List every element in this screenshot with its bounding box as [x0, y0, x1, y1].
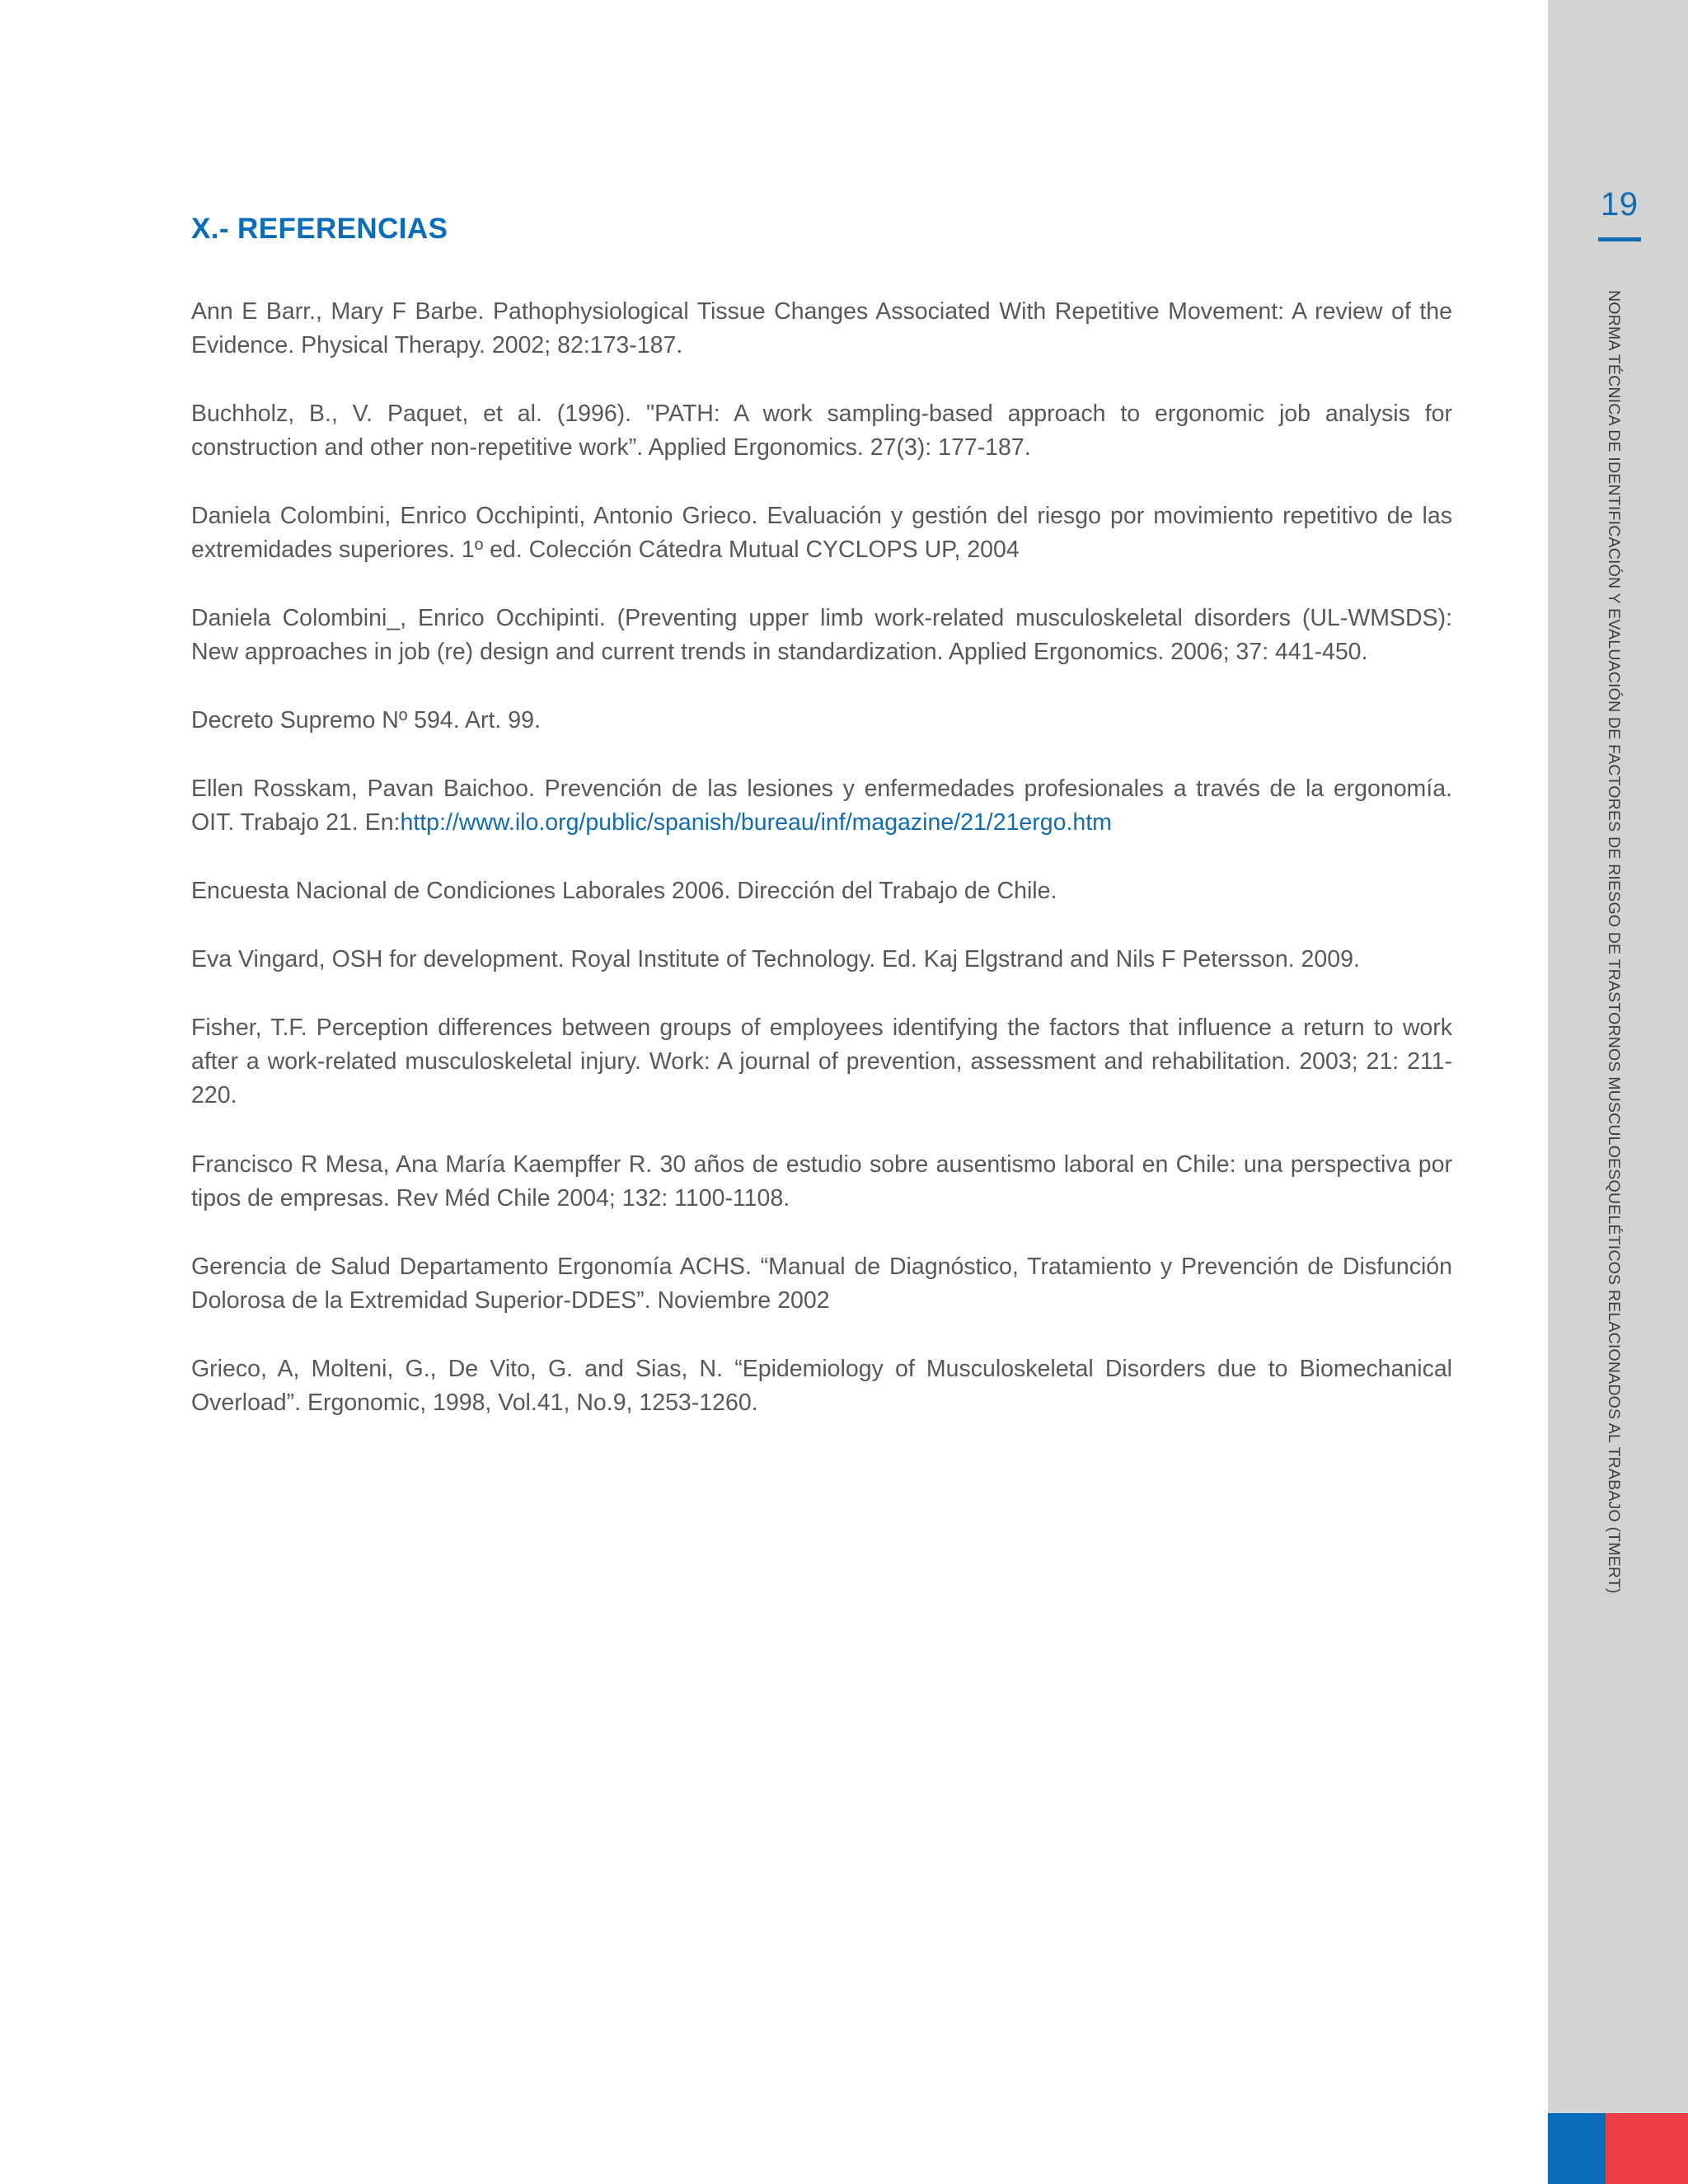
vertical-running-head: NORMA TÉCNICA DE IDENTIFICACIÓN Y EVALUACIÓN DE FACTORES DE RIESGO DE TRASTORNOS MUSCULOESQUELÉTICOS RELACIONADOS AL TRABAJO (TMERT) [1605, 290, 1623, 1594]
page-number-underline [1598, 237, 1641, 241]
page-number: 19 [1601, 186, 1639, 223]
reference-item: Gerencia de Salud Departamento Ergonomía ACHS. “Manual de Diagnóstico, Tratamiento y Prevención de Disfunción Dolorosa de la Extremidad Superior-DDES”. Noviembre 2002 [191, 1253, 1452, 1314]
page-title: X.- REFERENCIAS [191, 213, 448, 245]
reference-item: Decreto Supremo Nº 594. Art. 99. [191, 707, 541, 734]
external-link[interactable]: http://www.ilo.org/public/spanish/bureau/inf/magazine/21/21ergo.htm [400, 809, 1112, 837]
footer-block-blue [1548, 2113, 1606, 2184]
footer-block-red [1606, 2113, 1688, 2184]
main-content [191, 213, 1452, 1420]
reference-item-with-link [191, 772, 1452, 840]
reference-text: Ellen Rosskam, Pavan Baichoo. Prevención de las lesiones y enfermedades profesionales a través de la ergonomía. OIT. Trabajo 21. En: [191, 776, 1452, 837]
footer-color-blocks [1548, 2113, 1688, 2184]
reference-item: Daniela Colombini_, Enrico Occhipinti. (Preventing upper limb work-related musculoskeletal disorders (UL-WMSDS): New approaches in job (re) design and current trends in standardization. Applied Ergonomics. 2006; 37: 441-450. [191, 605, 1452, 666]
reference-item: Encuesta Nacional de Condiciones Laborales 2006. Dirección del Trabajo de Chile. [191, 878, 1057, 905]
reference-item: Buchholz, B., V. Paquet, et al. (1996). "PATH: A work sampling-based approach to ergonomic job analysis for construction and other non-repetitive work”. Applied Ergonomics. 27(3): 177-187. [191, 401, 1452, 462]
reference-item: Fisher, T.F. Perception differences between groups of employees identifying the factors that influence a return to work after a work-related musculoskeletal injury. Work: A journal of prevention, assessment and rehabilitation. 2003; 21: 211-220. [191, 1015, 1452, 1109]
reference-item: Eva Vingard, OSH for development. Royal Institute of Technology. Ed. Kaj Elgstrand and Nils F Petersson. 2009. [191, 946, 1360, 973]
reference-item: Daniela Colombini, Enrico Occhipinti, Antonio Grieco. Evaluación y gestión del riesgo por movimiento repetitivo de las extremidades superiores. 1º ed. Colección Cátedra Mutual CYCLOPS UP, 2004 [191, 503, 1452, 564]
reference-item: Francisco R Mesa, Ana María Kaempffer R. 30 años de estudio sobre ausentismo laboral en Chile: una perspectiva por tipos de empresas. Rev Méd Chile 2004; 132: 1100-1108. [191, 1151, 1452, 1212]
page-number-container [1548, 188, 1647, 221]
reference-item: Grieco, A, Molteni, G., De Vito, G. and Sias, N. “Epidemiology of Musculoskeletal Disorders due to Biomechanical Overload”. Ergonomic, 1998, Vol.41, No.9, 1253-1260. [191, 1355, 1452, 1416]
reference-item: Ann E Barr., Mary F Barbe. Pathophysiological Tissue Changes Associated With Repetitive Movement: A review of the Evidence. Physical Therapy. 2002; 82:173-187. [191, 298, 1452, 359]
